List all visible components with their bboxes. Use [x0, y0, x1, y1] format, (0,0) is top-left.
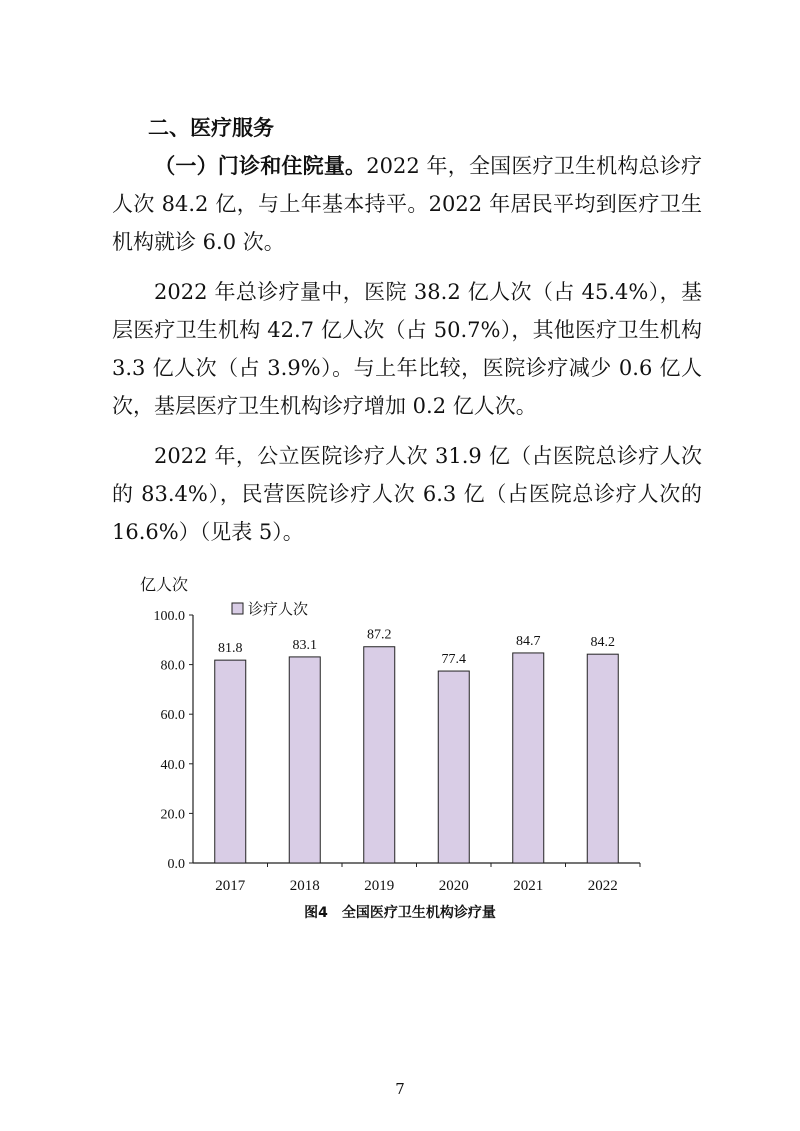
bar [438, 671, 469, 863]
bar [289, 657, 320, 863]
bar [364, 647, 395, 863]
paragraph-text: 2022 年，公立医院诊疗人次 31.9 亿（占医院总诊疗人次的 83.4%），民营医院诊疗人次 6.3 亿（占医院总诊疗人次的 16.6%）（见表 5）。 [112, 444, 702, 544]
bar [513, 653, 544, 863]
x-tick-label: 2022 [587, 878, 618, 894]
section-title: 二、医疗服务 [148, 116, 274, 140]
chart-svg [130, 570, 650, 900]
y-tick-label: 0.0 [167, 857, 185, 872]
x-tick-label: 2020 [438, 878, 469, 894]
figure-caption: 图4 全国医疗卫生机构诊疗量 [304, 905, 496, 921]
bar-value-label: 84.7 [516, 633, 541, 649]
page-number: 7 [395, 1080, 405, 1098]
y-tick-label: 100.0 [153, 609, 185, 624]
paragraph-outpatient [112, 147, 702, 261]
bar-value-label: 81.8 [218, 641, 243, 657]
x-tick-label: 2018 [289, 878, 320, 894]
paragraph-text: 2022 年，全国医疗卫生机构总诊疗人次 84.2 亿，与上年基本持平。2022 年居民平均到医疗卫生机构就诊 6.0 次。 [112, 154, 702, 254]
bar-value-label: 77.4 [441, 652, 466, 668]
x-tick-label: 2017 [215, 878, 246, 894]
bar-value-label: 84.2 [590, 635, 615, 651]
bar [587, 654, 618, 863]
paragraph-public-private [112, 437, 702, 551]
paragraph-text: 2022 年总诊疗量中，医院 38.2 亿人次（占 45.4%），基层医疗卫生机构 42.7 亿人次（占 50.7%），其他医疗卫生机构 3.3 亿人次（占 3.9%）。与上年比较，医院诊疗减少 0.6 亿人次，基层医疗卫生机构诊疗增加 0.2 亿人次。 [112, 280, 702, 418]
bar-value-label: 83.1 [292, 637, 317, 653]
legend-swatch [232, 603, 243, 614]
bar-value-label: 87.2 [367, 627, 392, 643]
paragraph-visit-breakdown [112, 273, 702, 425]
paragraph-heading: （一）门诊和住院量。 [154, 154, 367, 178]
y-axis-label: 亿人次 [140, 575, 189, 594]
y-tick-label: 80.0 [160, 658, 185, 674]
x-tick-label: 2019 [364, 878, 395, 894]
bar-chart [130, 570, 650, 930]
x-tick-label: 2021 [513, 878, 544, 894]
y-tick-label: 20.0 [160, 807, 185, 823]
bar [215, 660, 246, 863]
legend-label: 诊疗人次 [248, 600, 309, 618]
y-tick-label: 40.0 [160, 757, 185, 773]
y-tick-label: 60.0 [160, 708, 185, 724]
